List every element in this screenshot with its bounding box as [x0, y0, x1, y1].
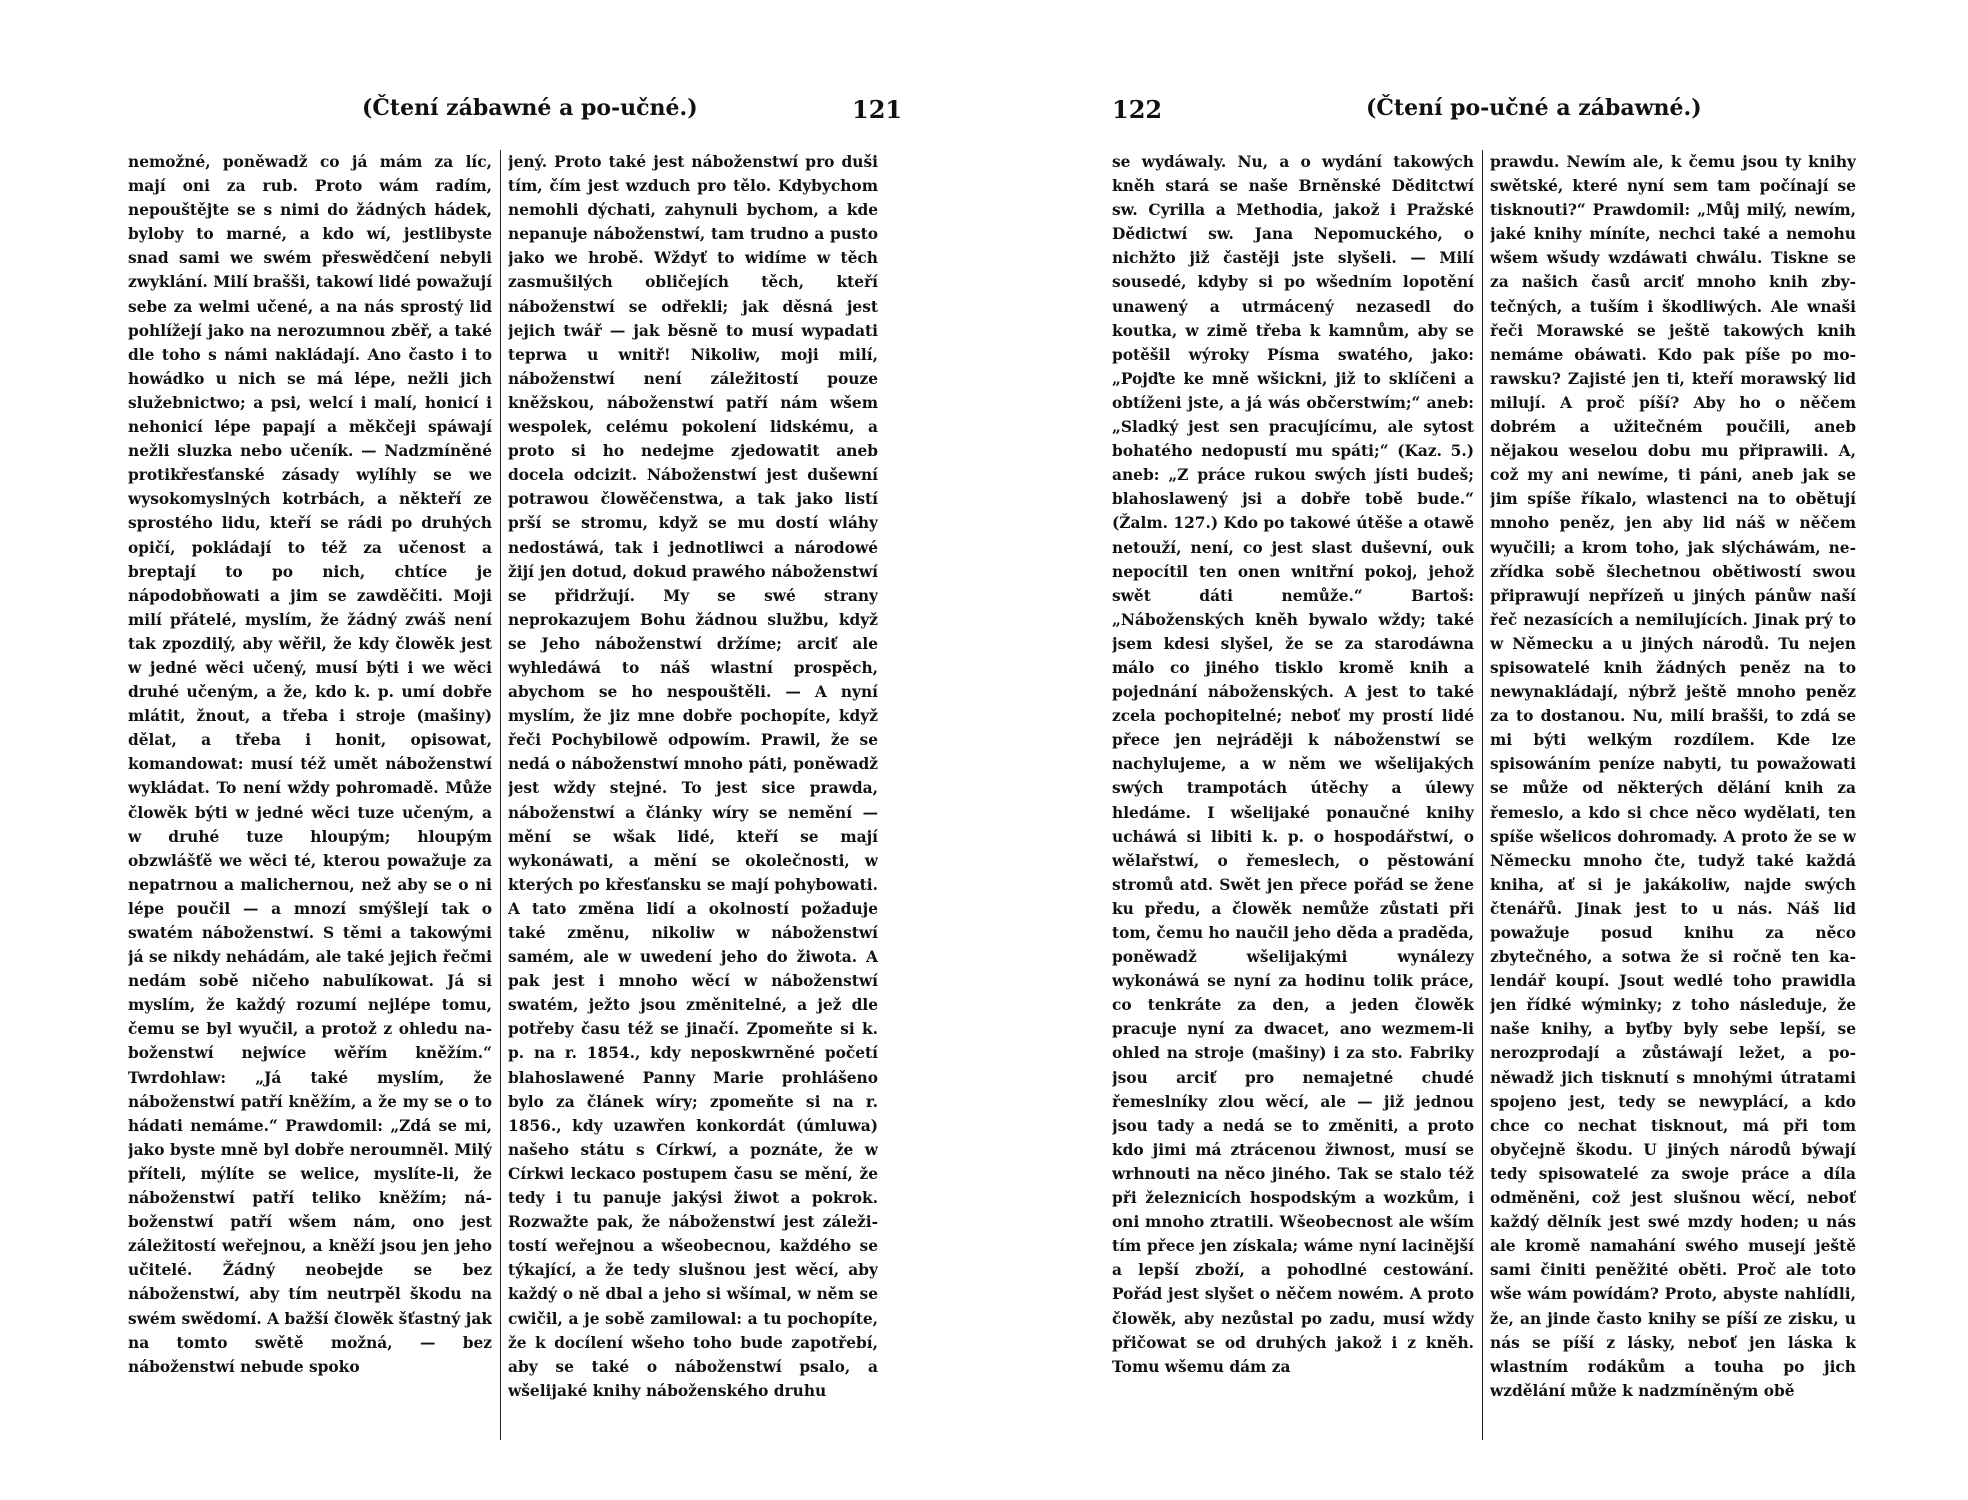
right-page	[984, 0, 1968, 1500]
left-column-divider	[500, 150, 501, 1440]
right-page-column-2	[1490, 150, 1856, 1440]
right-page-column-1	[1112, 150, 1474, 1440]
right-column-divider	[1482, 150, 1483, 1440]
right-page-header	[984, 95, 1968, 135]
right-col1-text: se wydáwaly. Nu, a o wydání takowých kněh stará se naše Brněnské Děditctwí sw. Cyrilla a Methodia, jakož i Pražské Dědictwí sw. Jana Nepomuckého, o nichžto již častěji jste slyšeli. — Milí sousedé, kdyby si po wšedním lopotění unawený a utrmácený nezasedl do koutka, w zimě třeba k kamnům, aby se potěšil wýroky Písma swatého, jako: „Pojďte ke mně wšickni, již to sklíčeni a obtíženi jste, a já wás občerstwím;“ aneb: „Sladký jest sen pracujícímu, ale sytost bohatého nedopustí mu spáti;“ (Kaz. 5.) aneb: „Z práce rukou swých jísti budeš; blahoslawený jsi a dobře tobě bude.“ (Žalm. 127.) Kdo po takowé útěše a otawě netouží, není, co jest slast duševní, ouk nepocítil ten onen wnitřní pokoj, jehož swět dáti nemůže.“ Bartoš: „Náboženských kněh bywalo wždy; také jsem kdesi slyšel, že se za starodáwna málo co jiného tisklo kromě knih a pojednání náboženských. A jest to také zcela pochopitelné; neboť my prostí lidé přece jen nejráději k náboženstwí se nachylujeme, a w něm we wšelijakých swých trampotách útěchy a úlewy hledáme. I wšelijaké ponaučné knihy ucháwá si libiti k. p. o hospodářstwí, o wělařstwí, o řemeslech, o pěstowání stromů atd. Swět jen přece pořád se žene ku předu, a člowěk nemůže zůstati při tom, čemu ho naučil jeho děda a praděda, poněwadž wšelijakými wynálezy wykonáwá se nyní za hodinu tolik práce, co tenkráte za den, a jeden člowěk pracuje nyní za dwacet, ano wezmem-li ohled na stroje (mašiny) i za sto. Fabriky jsou arciť pro nemajetné chudé řemeslníky zlou wěcí, ale — již jednou jsou tady a nedá se to změniti, a proto kdo jimi má ztrácenou žiwnost, musí se wrhnouti na něco jiného. Tak se stalo též při železnicích hospodským a wozkům, i oni mnoho ztratili. Wšeobecnost ale wším tím přece jen získala; wáme nyní lacinější a lepší zboží, a pohodlné cestowání. Pořád jest slyšet o něčem nowém. A proto člowěk, aby nezůstal po zadu, musí wždy přičowat se od druhých jakož i z kněh. Tomu wšemu dám za	[1112, 153, 1474, 1376]
left-col1-text: nemožné, poněwadž co já mám za líc, mají oni za rub. Proto wám radím, nepouštějte se s nimi do žádných hádek, byloby to marné, a kdo wí, jestlibyste snad sami we swém přeswědčení nebyli zwyklání. Milí brašši, takowí lidé powažují sebe za welmi učené, a na nás sprostý lid pohlížejí jako na nerozumnou zběř, a také dle toho s námi nakládají. Ano často i to howádko u nich se má lépe, nežli jich služebnictwo; a psi, welcí i malí, honicí i nehonicí lépe papají a měkčeji spáwají nežli sluzka nebo učeník. — Nadzmíněné protikřesťanské zásady wylíhly se we wysokomyslných kotrbách, a někteří ze sprostého lidu, kteří se rádi po druhých opičí, pokládají to též za učenost a breptají to po nich, chtíce je nápodobňowati a jim se zawděčiti. Moji milí přátelé, myslím, že žádný zwáš není tak zpozdilý, aby wěřil, že kdy člowěk jest w jedné wěci učený, musí býti i we wěci druhé učeným, a že, kdo k. p. umí dobře mlátit, žnout, a třeba i stroje (mašiny) dělat, a třeba i honit, opisowat, komandowat: musí též umět náboženstwí wykládat. To není wždy pohromadě. Může člowěk býti w jedné wěci tuze učeným, a w druhé tuze hloupým; hloupým obzwlášťě we wěci té, kterou powažuje za nepatrnou a malichernou, než aby se o ni lépe poučil — a mnozí smýšlejí tak o swatém náboženstwí. S těmi a takowými já se nikdy nehádám, ale také jejich řečmi nedám sobě ničeho nabulíkowat. Já si myslím, že každý rozumí nejlépe tomu, čemu se byl wyučil, a protož z ohledu naboženstwí nejwíce wěřím kněžím.“ Twrdohlaw: „Já také myslím, že náboženstwí patří kněžím, a že my se o to hádati nemáme.“ Prawdomil: „Zdá se mi, jako byste mně byl dobře neroumněl. Milý příteli, mýlíte se welice, myslíte-li, že náboženstwí patří teliko kněžím; náboženstwí patří wšem nám, ono jest záležitostí weřejnou, a kněží jsou jen jeho učitelé. Žádný neobejde se bez náboženstwí, aby tím neutrpěl škodu na swém swědomí. A bažší člowěk šťastný jak na tomto swětě možná, — bez náboženstwí nebude spoko	[128, 153, 492, 1376]
left-page-column-1	[128, 150, 492, 1440]
left-col2-text: jený. Proto také jest náboženstwí pro duši tím, čím jest wzduch pro tělo. Kdybychom nemohli dýchati, zahynuli bychom, a kde nepanuje náboženstwí, tam trudno a pusto jako we hrobě. Wždyť to widíme w těch zasmušilých obličejích těch, kteří náboženstwí se odřekli; jak děsná jest jejich twář — jak běsně to musí wypadati teprwa u wnitř! Nikoliw, moji milí, náboženstwí není záležitostí pouze kněžskou, náboženstwí patří nám wšem wespolek, celému pokolení lidskému, a proto si ho nedejme zjedowatit aneb docela odcizit. Náboženstwí jest dušewní potrawou člowěčenstwa, a tak jako listí prší se stromu, když se mu dostí wláhy nedostáwá, tak i jednotliwci a národowé žijí jen dotud, dokud prawého náboženstwí se přidržují. My se swé strany neprokazujem Bohu žádnou službu, když se Jeho náboženstwí držíme; arciť ale wyhledáwá to náš wlastní prospěch, abychom se ho nespouštěli. — A nyní myslím, že jiz mne dobře pochopíte, když řeči Pochybilowě odpowím. Prawil, že se nedá o náboženstwí mnoho páti, poněwadž jest wždy stejné. To jest sice prawda, náboženstwí a články wíry se nemění — mění se wšak lidé, kteří se mají wykonáwati, a mění se okolečnosti, w kterých po křesťansku se mají pohybowati. A tato změna lidí a okolností požaduje také změnu, nikoliw w náboženstwí samém, ale w uwedení jeho do žiwota. A pak jest i mnoho wěcí w náboženstwí swatém, ježto jsou změnitelné, a jež dle potřeby času též se jinačí. Zpomeňte si k. p. na r. 1854., kdy neposkwrněné početí blahoslawené Panny Marie prohlášeno bylo za článek wíry; zpomeňte si na r. 1856., kdy uzawřen konkordát (úmluwa) našeho státu s Církwí, a poznáte, že w Církwi leckaco postupem času se mění, že tedy i tu panuje jakýsi žiwot a pokrok. Rozwažte pak, že náboženstwí jest záležitostí weřejnou a wšeobecnou, každého se týkající, a že tedy slušnou jest wěcí, aby každý o ně dbal a jeho si wšímal, w něm se cwičil, a je sobě zamilowal: a tu pochopíte, že k docílení wšeho toho bude zapotřebí, aby se také o náboženstwí psalo, a wšelijaké knihy náboženského druhu	[508, 153, 878, 1400]
left-page-number: 121	[852, 95, 903, 124]
left-page-column-2	[508, 150, 878, 1440]
left-page-header	[0, 95, 984, 135]
right-col2-text: prawdu. Newím ale, k čemu jsou ty knihy swětské, které nyní sem tam počínají se tisknouti?“ Prawdomil: „Můj milý, newím, jaké knihy míníte, nechci také a nemohu wšem wšudy wzdáwati chwálu. Tiskne se za našich časů arciť mnoho knih zbytečných, a tuším i škodliwých. Ale wnaši řeči Morawské se ještě takowých knih nemáme obáwati. Kdo pak píše po morawsku? Zajisté jen ti, kteří morawský lid milují. A proč píší? Aby ho o něčem dobrém a užitečném poučili, aneb nějakou weselou dobu mu připrawili. A, což my ani newíme, ti páni, aneb jak se jim spíše říkalo, wlastenci na to obětují mnoho peněz, jen aby lid náš w něčem wyučili; a krom toho, jak slýcháwám, nezřídka sobě šlechetnou obětiwostí swou připrawují nepřízeň u jiných pánůw naší řeč nezasících a nemilujících. Jinak prý to w Německu a u jiných národů. Tu nejen spisowatelé knih žádných peněz na to newynakládají, nýbrž ještě mnoho peněz za to dostanou. Nu, milí brašši, to zdá se mi býti welkým rozdílem. Kde lze spisowáním peníze nabyti, tu powažowati se může od některých dělání knih za řemeslo, a kdo si chce něco wydělati, ten spíše wšelicos dohromady. A proto že se w Německu mnoho čte, tudyž také každá kniha, ať si je jakákoliw, najde swých čtenářů. Jinak jest to u nás. Náš lid powažuje posud knihu za něco zbytečného, a sotwa že si ročně ten kalendář koupí. Jsout wedlé toho prawidla jen řídké wýminky; z toho následuje, že naše knihy, a byťby byly sebe lepší, se nerozprodají a zůstáwají ležet, a poněwadž jich tisknutí s mnohými útratami spojeno jest, tedy se newyplácí, a kdo chce co nechat tisknout, má při tom obyčejně škodu. U jiných národů býwají tedy spisowatelé za swoje práce a díla odměněni, což jest slušnou wěcí, neboť každý dělník jest swé mzdy hoden; u nás ale kromě namahání swého musejí ještě sami činiti peněžité oběti. Proč ale toto wše wám powídám? Proto, abyste nahlídli, že, an jinde často knihy se píší ze zisku, u nás se píší z lásky, neboť jen láska k wlastním rodákům a touha po jich wzdělání může k nadzmíněným obě	[1490, 153, 1856, 1400]
left-running-title: (Čtení zábawné a po-učné.)	[362, 95, 698, 121]
right-page-number: 122	[1112, 95, 1163, 124]
right-running-title: (Čtení po-učné a zábawné.)	[1366, 95, 1702, 121]
